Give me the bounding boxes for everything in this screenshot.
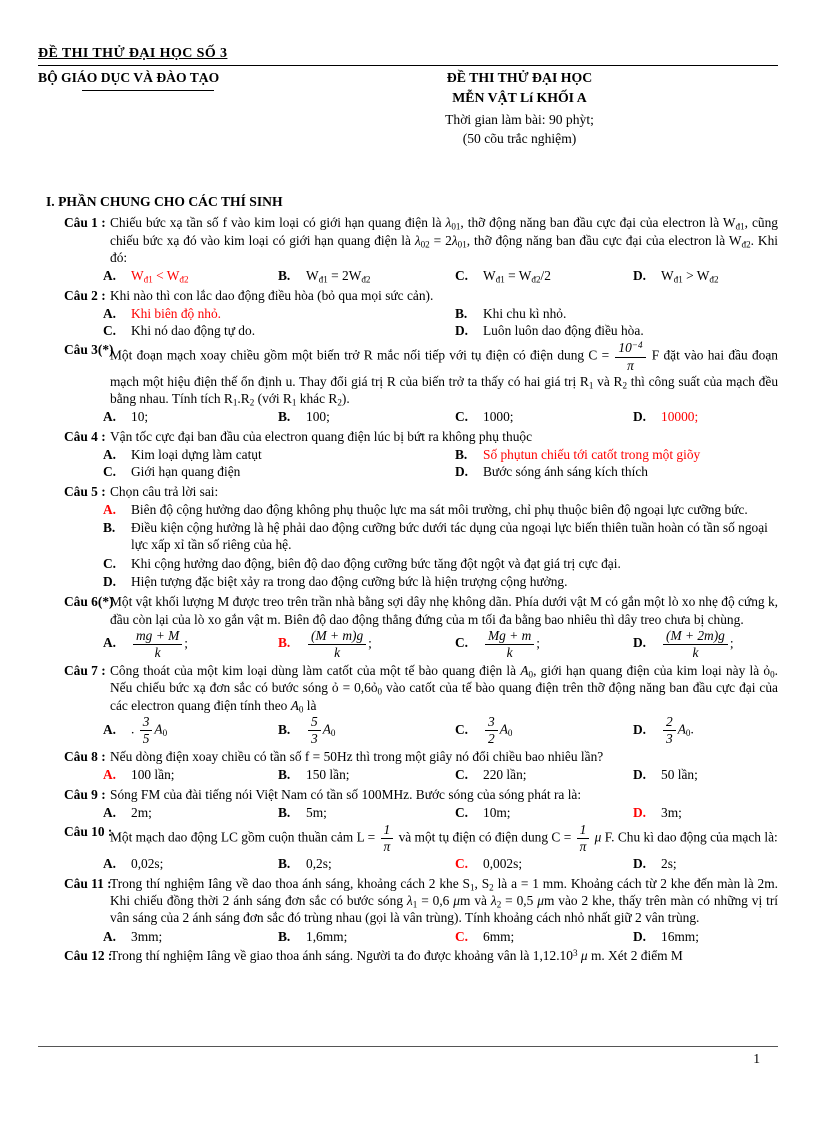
option-text: $W_{đ1} > W_{đ2}$ (661, 268, 719, 285)
option-B (278, 629, 455, 660)
question-content (103, 214, 778, 285)
question-body: Một vật khối lượng M được treo trên trần nhà bằng sợi dây nhẹ không dãn. Phía dưới vật M có gắn một lò xo nhẹ độ cứng k, đầu còn lại của lò xo gắn vật m. Biên độ dao động thẳng đứng của m tối đa bằng bao nhiêu thì dây treo chưa bị chùng. (110, 594, 779, 627)
question-content (103, 662, 779, 747)
option-A (103, 408, 278, 425)
option-text: Khi biên độ nhỏ. (131, 305, 222, 321)
question-content (103, 483, 778, 592)
question-10 (38, 823, 778, 872)
option-A (103, 928, 278, 945)
option-text: 0,2s; (306, 856, 332, 872)
option-text: 3m; (661, 805, 682, 821)
option-C (455, 715, 633, 746)
option-letter: D. (633, 409, 647, 425)
question-label: Câu 2 : (64, 287, 106, 303)
exam-header (38, 69, 778, 148)
option-letter: D. (633, 767, 647, 783)
option-letter: C. (455, 268, 469, 284)
option-text: $\frac{Mg + m}{k}$ ; (483, 629, 540, 660)
options (103, 267, 778, 284)
option-A (103, 715, 278, 746)
option-letter: C. (455, 928, 469, 944)
option-text: Bước sóng ánh sáng kích thích (483, 464, 648, 480)
question-body: Công thoát của một kim loại dùng làm catốt của một tế bào quang điện là $A_0$, giới hạn quang điện của kim loại này là ỏ$_0$. Nếu chiếu bức xạ đơn sắc có bước sóng ỏ = 0,6ỏ$_0$ vào catốt của tế bào quang điện trên thỡ động năng ban đầu cực đại của các electron quang điện tính theo $A_0$ là (110, 662, 779, 714)
fraction: $\frac{Mg + m}{k}$ (483, 629, 536, 660)
option-letter: B. (278, 721, 291, 737)
option-letter: A. (103, 721, 117, 737)
option-D (633, 855, 778, 872)
option-C (455, 804, 633, 821)
question-label: Câu 5 : (64, 483, 106, 499)
question-body: Chiếu bức xạ tần số f vào kim loại có giới hạn quang điện là $\lambda_{01}$, thỡ động năng ban đầu cực đại của electron là $W_{đ1}$, cũng chiếu bức xạ đó vào kim loại có giới hạn quang điện là $\lambda_{02} = 2\lambda_{01}$, thỡ động năng ban đầu cực đại của electron là $W_{đ2}$. Khi đó: (110, 215, 778, 265)
question-label: Câu 3(*) (64, 342, 114, 358)
option-C (455, 766, 633, 783)
fraction: $\frac{3}{2}$ (483, 715, 500, 746)
option-letter: B. (278, 635, 291, 651)
option-A (103, 629, 278, 660)
options (103, 305, 778, 340)
option-text: 3mm; (131, 928, 163, 944)
fraction: $\frac{5}{3}$ (306, 715, 323, 746)
option-text: $\frac{mg + M}{k}$ ; (131, 629, 188, 660)
option-text: 100 lần; (131, 767, 175, 783)
option-letter: D. (633, 805, 647, 821)
option-D (633, 408, 778, 425)
option-C (455, 629, 633, 660)
question-label: Câu 7 : (64, 662, 106, 678)
page-number: 1 (753, 1051, 760, 1066)
options (103, 766, 778, 783)
question-label: Câu 1 : (64, 215, 106, 231)
header-left (38, 69, 323, 148)
option-A (103, 804, 278, 821)
option-letter: D. (633, 635, 647, 651)
option-text: Số phụtun chiếu tới catốt trong một giõy (483, 447, 701, 463)
option-A (103, 305, 455, 322)
exam-time: Thời gian làm bài: 90 phỳt; (445, 111, 594, 127)
option-text: 100; (306, 409, 330, 425)
options (103, 408, 778, 425)
option-B (278, 267, 455, 284)
question-label: Câu 12 : (64, 948, 113, 964)
option-B (455, 446, 778, 463)
question-8 (38, 748, 778, 784)
option-D (633, 715, 778, 746)
options (103, 501, 778, 590)
option-A (103, 766, 278, 783)
option-letter: D. (633, 721, 647, 737)
question-9 (38, 786, 778, 822)
question-3 (38, 341, 778, 425)
question-label: Câu 9 : (64, 786, 106, 802)
option-D (455, 463, 778, 480)
question-2 (38, 287, 778, 340)
option-letter: C. (103, 323, 117, 339)
option-A (103, 267, 278, 284)
option-text: $W_{đ1} < W_{đ2}$ (131, 268, 189, 285)
option-text: 220 lần; (483, 767, 527, 783)
option-letter: A. (103, 635, 117, 651)
option-B (278, 855, 455, 872)
option-text: 10000; (661, 409, 699, 425)
option-letter: A. (103, 805, 117, 821)
question-1 (38, 214, 778, 284)
question-7 (38, 662, 778, 746)
question-body: Trong thí nghiệm Iâng về dao thoa ánh sáng, khoảng cách 2 khe $S_1$, $S_2$ là a = 1 mm. Khoảng cách từ 2 khe đến màn là 2m. Khi chiếu đồng thời 2 ánh sáng đơn sắc có bước sóng $\lambda_1 = 0,6$ μm và $\lambda_2 = 0,5$ μm vào 2 khe, thấy trên màn có những vị trí vân sáng của 2 ánh sáng đơn sắc đó trùng nhau (gọi là vân trùng). Tính khoảng cách nhỏ nhất giữ 2 vân trùng. (110, 875, 778, 926)
option-B (278, 715, 455, 746)
option-letter: D. (455, 323, 469, 339)
option-letter: C. (455, 409, 469, 425)
option-text: 10; (131, 409, 149, 425)
fraction: $\frac{10^{-4}}{\pi}$ (613, 341, 647, 372)
question-label: Câu 4 : (64, 428, 106, 444)
option-B (278, 928, 455, 945)
option-C (455, 855, 633, 872)
header-right (323, 69, 778, 148)
option-B (455, 305, 778, 322)
document-title: ĐỀ THI THỬ ĐẠI HỌC SỐ 3 (38, 46, 228, 61)
fraction: $\frac{1}{\pi}$ (379, 823, 396, 854)
option-letter: C. (455, 635, 469, 651)
fraction: $\frac{mg + M}{k}$ (131, 629, 184, 660)
options (103, 446, 778, 481)
option-B (103, 519, 778, 554)
question-5 (38, 483, 778, 592)
option-letter: B. (455, 447, 468, 463)
options (103, 715, 778, 746)
option-letter: B. (455, 305, 468, 321)
option-letter: B. (103, 520, 116, 536)
question-content (103, 593, 779, 660)
question-label: Câu 6(*) (64, 594, 114, 610)
option-text: 0,02s; (131, 856, 164, 872)
option-letter: B. (278, 268, 291, 284)
fraction: $\frac{(M + m)g}{k}$ (306, 629, 368, 660)
question-body: Vận tốc cực đại ban đầu của electron quang điện lúc bị bứt ra không phụ thuộc (110, 428, 533, 444)
option-B (278, 408, 455, 425)
options (103, 629, 778, 660)
question-content (103, 748, 778, 784)
option-D (633, 267, 778, 284)
option-text: $W_{đ1} = 2W_{đ2}$ (306, 268, 371, 285)
option-D (633, 629, 778, 660)
question-12 (38, 947, 778, 964)
option-D (633, 928, 778, 945)
top-title-row (38, 44, 778, 66)
option-C (103, 322, 455, 339)
option-D (633, 766, 778, 783)
question-label: Câu 10 : (64, 824, 113, 840)
option-text: $\frac{3}{2}$ $A_0$ (483, 715, 512, 746)
option-letter: B. (278, 856, 291, 872)
option-text: $\frac{5}{3}$ $A_0$ (306, 715, 335, 746)
page-footer (38, 1046, 778, 1068)
option-text: 10m; (483, 805, 511, 821)
option-letter: B. (278, 409, 291, 425)
question-11 (38, 875, 778, 945)
option-C (455, 267, 633, 284)
options (103, 804, 778, 821)
exam-subject: MỄN VẬT Lí KHỐI A (452, 89, 587, 105)
fraction: $\frac{(M + 2m)g}{k}$ (661, 629, 730, 660)
option-text: 5m; (306, 805, 327, 821)
option-letter: B. (278, 928, 291, 944)
option-text: Luôn luôn dao động điều hòa. (483, 323, 644, 339)
option-letter: A. (103, 447, 117, 463)
option-A (103, 501, 778, 518)
option-B (278, 804, 455, 821)
option-letter: D. (633, 856, 647, 872)
option-text: 1000; (483, 409, 514, 425)
option-letter: D. (633, 928, 647, 944)
option-letter: A. (103, 268, 117, 284)
question-body: Trong thí nghiệm Iâng về giao thoa ánh sáng. Người ta đo được khoảng vân là 1,12.10$^3$ μ m. Xét 2 điểm M (110, 947, 683, 964)
question-6 (38, 593, 778, 660)
option-text: $\frac{2}{3}$ $A_0$. (661, 715, 694, 746)
question-body: Chọn câu trả lời sai: (110, 483, 219, 499)
option-text: Biên độ cộng hưởng dao động không phụ thuộc lực ma sát môi trường, chỉ phụ thuộc biên độ ngoại lực cưỡng bức. (131, 501, 748, 517)
option-A (103, 855, 278, 872)
fraction: $\frac{3}{5}$ (138, 715, 155, 746)
question-content (103, 786, 778, 822)
exam-title: ĐỀ THI THỬ ĐẠI HỌC (446, 70, 593, 86)
option-C (103, 463, 455, 480)
option-text: Hiện tượng đặc biệt xảy ra trong dao động cưỡng bức là hiện trượng cộng hưởng. (131, 573, 568, 589)
option-letter: C. (455, 721, 469, 737)
option-text: $W_{đ1} = W_{đ2}/2$ (483, 268, 551, 285)
question-body: Khi nào thì con lắc dao động điều hòa (bỏ qua mọi sức cản). (110, 287, 434, 303)
question-content (103, 875, 778, 945)
option-C (455, 928, 633, 945)
fraction: $\frac{2}{3}$ (661, 715, 678, 746)
options (103, 928, 778, 945)
option-text: 1,6mm; (306, 928, 348, 944)
option-letter: D. (455, 464, 469, 480)
question-body: Một mạch dao động LC gồm cuộn thuần cảm L = $\frac{1}{\pi}$ và một tụ điện có điện dung C = $\frac{1}{\pi}$ μ F. Chu kì dao động của mạch là: (110, 822, 778, 855)
option-text: 6mm; (483, 928, 515, 944)
option-D (103, 573, 778, 590)
section-title: I. PHẦN CHUNG CHO CÁC THÍ SINH (46, 193, 283, 209)
option-letter: A. (103, 856, 117, 872)
option-letter: C. (455, 767, 469, 783)
question-body: Nếu dòng điện xoay chiều có tần số f = 50Hz thì trong một giây nó đổi chiều bao nhiêu lần? (110, 749, 604, 765)
options (103, 855, 778, 872)
option-text: Kim loại dựng làm catụt (131, 447, 262, 463)
option-letter: C. (103, 555, 117, 571)
option-text: . $\frac{3}{5}$ $A_0$ (131, 714, 168, 747)
option-text: Giới hạn quang điện (131, 464, 241, 480)
option-text: Khi cộng hưởng dao động, biên độ dao động cưỡng bức tăng đột ngột và đạt giá trị cực đại. (131, 555, 621, 571)
option-text: Điều kiện cộng hưởng là hệ phải dao động cưỡng bức dưới tác dụng của ngoại lực biến thiên tuần hoàn có tần số ngoại lực xấp xỉ tần số riêng của hệ. (131, 520, 768, 553)
option-text: $\frac{(M + 2m)g}{k}$ ; (661, 629, 734, 660)
exam-note: (50 cõu trắc nghiệm) (462, 131, 577, 147)
option-text: 2m; (131, 805, 152, 821)
ministry-underline (82, 89, 214, 91)
option-text: $\frac{(M + m)g}{k}$ ; (306, 629, 372, 660)
option-letter: A. (103, 928, 117, 944)
option-text: 16mm; (661, 928, 699, 944)
option-text: Khi nó dao động tự do. (131, 323, 256, 339)
fraction: $\frac{1}{\pi}$ (575, 823, 592, 854)
question-label: Câu 11 : (64, 875, 112, 891)
question-content (110, 947, 778, 964)
question-content (103, 428, 778, 481)
question-content (103, 340, 779, 425)
option-text: 150 lần; (306, 767, 350, 783)
option-D (633, 804, 778, 821)
ministry-name: BỘ GIÁO DỤC VÀ ĐÀO TẠO (38, 70, 220, 86)
option-C (103, 555, 778, 572)
option-letter: A. (103, 501, 117, 517)
option-C (455, 408, 633, 425)
option-text: 0,002s; (483, 856, 523, 872)
option-letter: D. (103, 573, 117, 589)
question-list (38, 214, 778, 964)
option-letter: B. (278, 767, 291, 783)
option-D (455, 322, 778, 339)
question-body: Sóng FM của đài tiếng nói Việt Nam có tần số 100MHz. Bước sóng của sóng phát ra là: (110, 786, 582, 802)
question-4 (38, 428, 778, 481)
question-label: Câu 8 : (64, 749, 106, 765)
option-text: 50 lần; (661, 767, 698, 783)
option-letter: C. (103, 464, 117, 480)
option-A (103, 446, 455, 463)
question-content (103, 822, 778, 872)
option-letter: D. (633, 268, 647, 284)
option-letter: B. (278, 805, 291, 821)
option-B (278, 766, 455, 783)
question-body: Một đoạn mạch xoay chiều gồm một biến trở R mắc nối tiếp với tụ điện có điện dung C = $\frac{10^{-4}}{\pi}$ F đặt vào hai đầu đoạn mạch một hiệu điện thế ổn định u. Thay đổi giá trị R của biến trở ta thấy có hai giá trị $R_1$ và $R_2$ thì công suất của mạch đều bằng nhau. Tính tích $R_1.R_2$ (với $R_1$ khác $R_2$). (110, 340, 779, 408)
option-letter: A. (103, 409, 117, 425)
option-letter: C. (455, 805, 469, 821)
option-text: 2s; (661, 856, 677, 872)
option-letter: A. (103, 305, 117, 321)
question-content (103, 287, 778, 340)
option-letter: C. (455, 856, 469, 872)
option-text: Khi chu kì nhỏ. (483, 305, 567, 321)
option-letter: A. (103, 767, 117, 783)
